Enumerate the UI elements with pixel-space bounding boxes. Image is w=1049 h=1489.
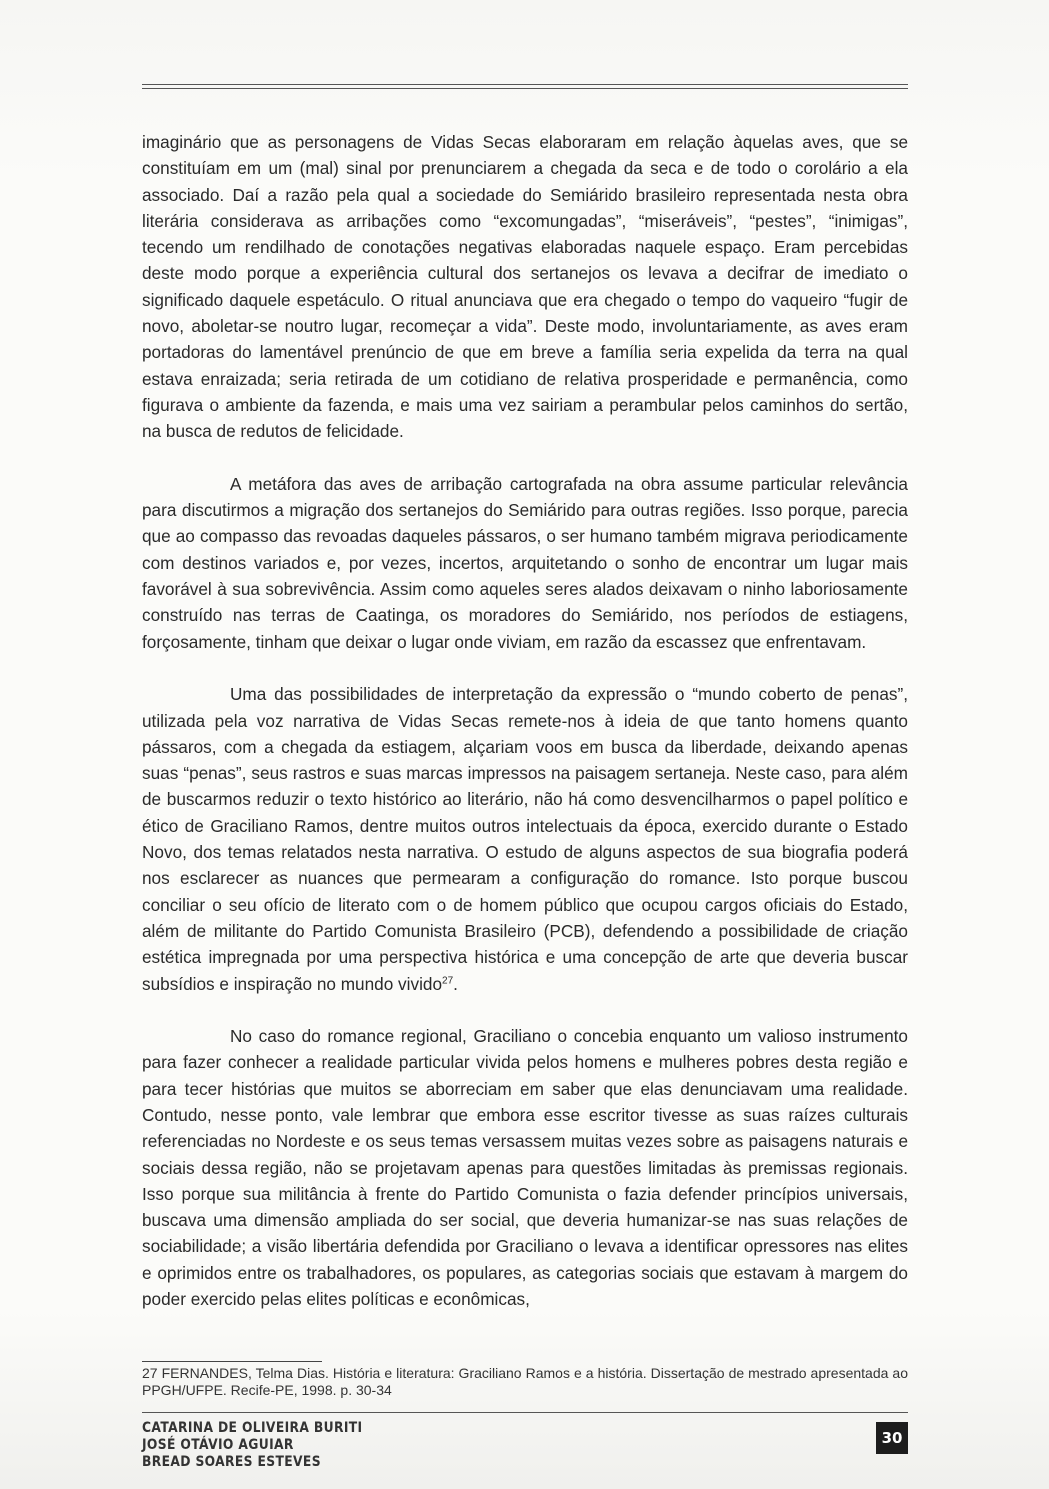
footer-authors — [142, 1420, 362, 1471]
footnote: 27 FERNANDES, Telma Dias. História e literatura: Graciliano Ramos e a história. Dissertação de mestrado apresentada ao PPGH/UFPE. Recife-PE, 1998. p. 30-34 — [142, 1365, 908, 1398]
footnote-reference[interactable]: 27 — [442, 974, 454, 986]
page-number: 30 — [876, 1422, 908, 1454]
footer-rule — [142, 1412, 908, 1413]
author-name: CATARINA DE OLIVEIRA BURITI — [142, 1420, 363, 1436]
paragraph-1: imaginário que as personagens de Vidas Secas elaboraram em relação àquelas aves, que se constituíam em um (mal) sinal por prenunciarem a chegada da seca e de todo o corolário a ela associado. Daí a razão pela qual a sociedade do Semiárido brasileiro representada nesta obra literária considerava as arribações como “excomungadas”, “miseráveis”, “pestes”, “inimigas”, tecendo um rendilhado de conotações negativas elaboradas naquele espaço. Eram percebidas deste modo porque a experiência cultural dos sertanejos os levava a decifrar de imediato o significado daquele espetáculo. O ritual anunciava que era chegado o tempo do vaqueiro “fugir de novo, aboletar-se noutro lugar, recomeçar a vida”. Deste modo, involuntariamente, as aves eram portadoras do lamentável prenúncio de que em breve a família seria expelida da terra na qual estava enraizada; seria retirada de um cotidiano de relativa prosperidade e permanência, como figurava o ambiente da fazenda, e mais uma vez sairiam a perambular pelos caminhos do sertão, na busca de redutos de felicidade. — [142, 132, 908, 442]
author-name: BREAD SOARES ESTEVES — [142, 1454, 321, 1470]
author-name: JOSÉ OTÁVIO AGUIAR — [142, 1437, 294, 1453]
paragraph-3-text: Uma das possibilidades de interpretação da expressão o “mundo coberto de penas”, utilizada pela voz narrativa de Vidas Secas remete-nos à ideia de que tanto homens quanto pássaros, com a chegada da estiagem, alçariam voos em busca da liberdade, deixando apenas suas “penas”, seus rastros e suas marcas impressos na paisagem sertaneja. Neste caso, para além de buscarmos reduzir o texto histórico ao literário, não há como desvencilharmos o papel político e ético de Graciliano Ramos, dentre muitos outros intelectuais da época, exercido durante o Estado Novo, dos temas relatados nesta narrativa. O estudo de alguns aspectos de sua biografia poderá nos esclarecer as nuances que permearam a configuração do romance. Isto porque buscou conciliar o seu ofício de literato com o de homem público que ocupou cargos oficiais do Estado, além de militante do Partido Comunista Brasileiro (PCB), defendendo a possibilidade de criação estética impregnada por uma perspectiva histórica e uma concepção de arte que deveria buscar subsídios e inspiração no mundo vivido — [142, 684, 908, 994]
header-rule — [142, 84, 908, 89]
paragraph-3 — [142, 681, 908, 997]
body-text — [142, 129, 908, 1312]
paragraph-3-end: . — [453, 973, 458, 994]
footnote-separator — [142, 1361, 322, 1362]
paragraph-4: No caso do romance regional, Graciliano o concebia enquanto um valioso instrumento para fazer conhecer a realidade particular vivida pelos homens e mulheres pobres desta região e para tecer histórias que muitos se aborreciam em saber que elas denunciavam uma realidade. Contudo, nesse ponto, vale lembrar que embora esse escritor tivesse as suas raízes culturais referenciadas no Nordeste e os seus temas versassem muitas vezes sobre as paisagens naturais e sociais dessa região, não se projetavam apenas para questões limitadas às premissas regionais. Isso porque sua militância à frente do Partido Comunista o fazia defender princípios universais, buscava uma dimensão ampliada do ser social, que deveria humanizar-se nas suas relações de sociabilidade; a visão libertária defendida por Graciliano o levava a identificar opressores nas elites e oprimidos entre os trabalhadores, os populares, as categorias sociais que estavam à margem do poder exercido pelas elites políticas e econômicas, — [142, 1026, 908, 1310]
paragraph-2: A metáfora das aves de arribação cartografada na obra assume particular relevância para discutirmos a migração dos sertanejos do Semiárido para outras regiões. Isso porque, parecia que ao compasso das revoadas daqueles pássaros, o ser humano também migrava periodicamente com destinos variados e, por vezes, incertos, arquitetando o sonho de encontrar um lugar mais favorável à sua sobrevivência. Assim como aqueles seres alados deixavam o ninho laboriosamente construído nas terras de Caatinga, os moradores do Semiárido, nos períodos de estiagens, forçosamente, tinham que deixar o lugar onde viviam, em razão da escassez que enfrentavam. — [142, 473, 908, 652]
